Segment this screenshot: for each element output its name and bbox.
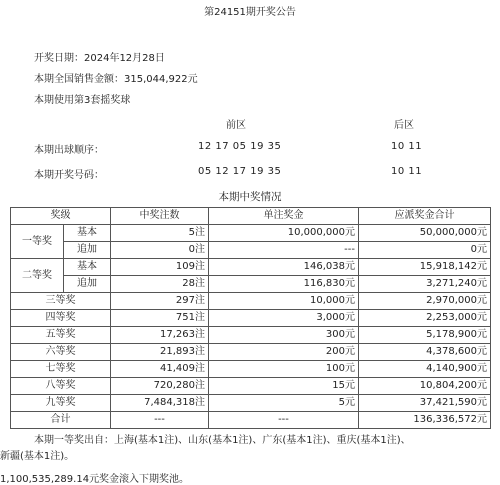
level-cell: 六等奖 <box>11 344 111 361</box>
table-row <box>11 395 491 412</box>
header-prize: 单注奖金 <box>209 208 359 225</box>
level-cell: 五等奖 <box>11 327 111 344</box>
count-cell: 28注 <box>111 276 209 293</box>
rollover-note: 1,100,535,289.14元奖金滚入下期奖池。 <box>0 474 190 485</box>
table-row <box>11 361 491 378</box>
sub-level-cell: 追加 <box>64 242 111 259</box>
header-level: 奖级 <box>11 208 111 225</box>
sub-level-cell: 基本 <box>64 225 111 242</box>
total-cell: 3,271,240元 <box>359 276 491 293</box>
prize-cell: 300元 <box>209 327 359 344</box>
count-cell: 17,263注 <box>111 327 209 344</box>
level-cell: 七等奖 <box>11 361 111 378</box>
total-cell: 2,970,000元 <box>359 293 491 310</box>
count-cell: --- <box>111 412 209 429</box>
table-header-row <box>11 208 491 225</box>
draw-numbers-label: 本期开奖号码： <box>34 170 104 181</box>
prize-cell: 116,830元 <box>209 276 359 293</box>
total-cell: 5,178,900元 <box>359 327 491 344</box>
front-zone-header: 前区 <box>226 120 246 131</box>
prize-cell: 10,000,000元 <box>209 225 359 242</box>
winners-line-1: 本期一等奖出自：上海(基本1注)、山东(基本1注)、广东(基本1注)、重庆(基本1注)、 <box>34 435 411 446</box>
total-cell: 37,421,590元 <box>359 395 491 412</box>
draw-numbers-front: 05 12 17 19 35 <box>198 166 282 177</box>
total-cell: 50,000,000元 <box>359 225 491 242</box>
total-cell: 15,918,142元 <box>359 259 491 276</box>
table-row <box>11 327 491 344</box>
level-cell: 合计 <box>11 412 111 429</box>
table-total-row <box>11 412 491 429</box>
count-cell: 41,409注 <box>111 361 209 378</box>
prize-cell: 3,000元 <box>209 310 359 327</box>
prize-cell: 100元 <box>209 361 359 378</box>
total-cell: 10,804,200元 <box>359 378 491 395</box>
prize-cell: 5元 <box>209 395 359 412</box>
count-cell: 21,893注 <box>111 344 209 361</box>
count-cell: 109注 <box>111 259 209 276</box>
prize-table-title: 本期中奖情况 <box>218 191 282 203</box>
header-count: 中奖注数 <box>111 208 209 225</box>
prize-cell: 200元 <box>209 344 359 361</box>
prize-cell: 15元 <box>209 378 359 395</box>
back-zone-header: 后区 <box>394 120 414 131</box>
sub-level-cell: 基本 <box>64 259 111 276</box>
winners-line-2: 新疆(基本1注)。 <box>0 451 75 462</box>
prize-table <box>10 207 491 429</box>
total-cell: 4,140,900元 <box>359 361 491 378</box>
count-cell: 297注 <box>111 293 209 310</box>
draw-numbers-back: 10 11 <box>391 166 423 177</box>
level-cell: 九等奖 <box>11 395 111 412</box>
total-cell: 4,378,600元 <box>359 344 491 361</box>
table-row <box>11 378 491 395</box>
count-cell: 5注 <box>111 225 209 242</box>
total-cell: 0元 <box>359 242 491 259</box>
table-row <box>11 225 491 242</box>
table-row <box>11 310 491 327</box>
table-row <box>11 259 491 276</box>
table-row <box>11 293 491 310</box>
draw-order-label: 本期出球顺序： <box>34 145 104 156</box>
total-cell: 2,253,000元 <box>359 310 491 327</box>
table-row <box>11 276 491 293</box>
level-cell: 三等奖 <box>11 293 111 310</box>
count-cell: 720,280注 <box>111 378 209 395</box>
table-row <box>11 344 491 361</box>
total-cell: 136,336,572元 <box>359 412 491 429</box>
count-cell: 751注 <box>111 310 209 327</box>
header-total: 应派奖金合计 <box>359 208 491 225</box>
prize-cell: --- <box>209 412 359 429</box>
count-cell: 7,484,318注 <box>111 395 209 412</box>
page-title: 第24151期开奖公告 <box>204 7 296 18</box>
draw-date: 开奖日期：2024年12月28日 <box>34 53 165 64</box>
level-cell: 一等奖 <box>11 225 64 259</box>
level-cell: 二等奖 <box>11 259 64 293</box>
sub-level-cell: 追加 <box>64 276 111 293</box>
sales-amount: 本期全国销售金额：315,044,922元 <box>34 74 198 85</box>
prize-cell: --- <box>209 242 359 259</box>
count-cell: 0注 <box>111 242 209 259</box>
level-cell: 四等奖 <box>11 310 111 327</box>
prize-cell: 10,000元 <box>209 293 359 310</box>
draw-order-back: 10 11 <box>391 141 423 152</box>
ball-set: 本期使用第3套摇奖球 <box>34 95 131 106</box>
draw-order-front: 12 17 05 19 35 <box>198 141 282 152</box>
prize-cell: 146,038元 <box>209 259 359 276</box>
level-cell: 八等奖 <box>11 378 111 395</box>
table-row <box>11 242 491 259</box>
